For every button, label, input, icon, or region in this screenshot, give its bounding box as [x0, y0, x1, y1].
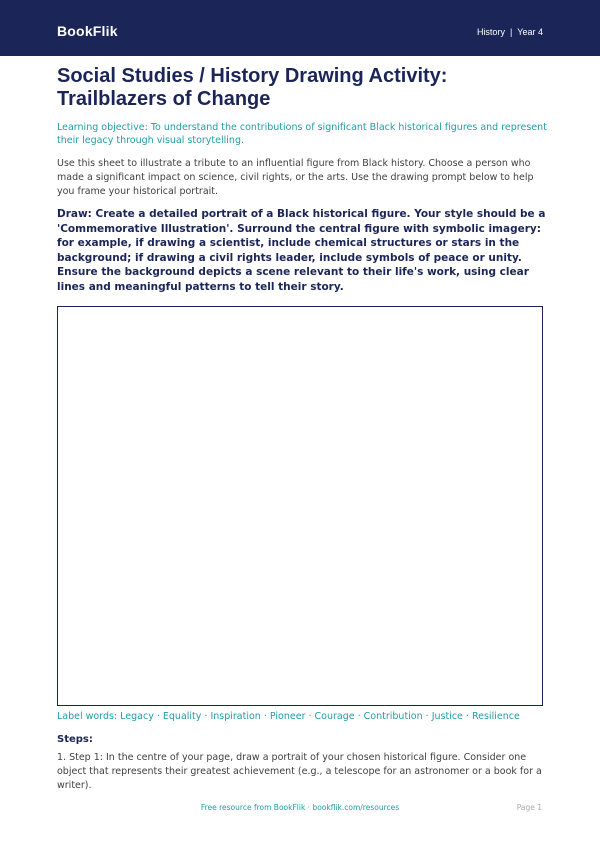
- intro-text: Use this sheet to illustrate a tribute to an influential figure from Black history. Choose a person who made a significant impact on science, civil rights, or the arts. Use the drawing prompt below to help you frame your historical portrait.: [57, 158, 534, 197]
- meta-separator: |: [509, 27, 513, 37]
- drawing-area[interactable]: [57, 306, 543, 706]
- header-bar: [0, 0, 600, 56]
- year-label: Year 4: [517, 27, 543, 37]
- page-title: Social Studies / History Drawing Activity: Trailblazers of Change: [57, 65, 448, 110]
- steps-list: [57, 751, 547, 793]
- learning-objective: Learning objective: To understand the contributions of significant Black historical figures and represent their legacy through visual storytelling.: [57, 122, 547, 146]
- step-item: 1. Step 1: In the centre of your page, draw a portrait of your chosen historical figure. Consider one object that represents their greatest achievement (e.g., a telescope for an astronomer or a book for a writer).: [57, 752, 542, 791]
- footer-text: Free resource from BookFlik · bookflik.com/resources: [200, 803, 400, 812]
- drawing-prompt: Draw: Create a detailed portrait of a Black historical figure. Your style should be a 'Commemorative Illustration'. Surround the central figure with symbolic imagery: for example, if drawing a scientist, include chemical structures or stars in the background; if drawing a civil rights leader, include symbols of peace or unity. Ensure the background depicts a scene relevant to their life's work, using clear lines and meaningful patterns to tell their story.: [57, 208, 546, 293]
- subject-label: History: [476, 27, 505, 37]
- label-words: Label words: Legacy · Equality · Inspiration · Pioneer · Courage · Contribution · Justice · Resilience: [57, 711, 520, 722]
- steps-heading: Steps:: [57, 734, 93, 745]
- page-number: Page 1: [516, 803, 542, 812]
- brand-logo: BookFlik: [57, 23, 118, 39]
- header-meta: [477, 27, 543, 37]
